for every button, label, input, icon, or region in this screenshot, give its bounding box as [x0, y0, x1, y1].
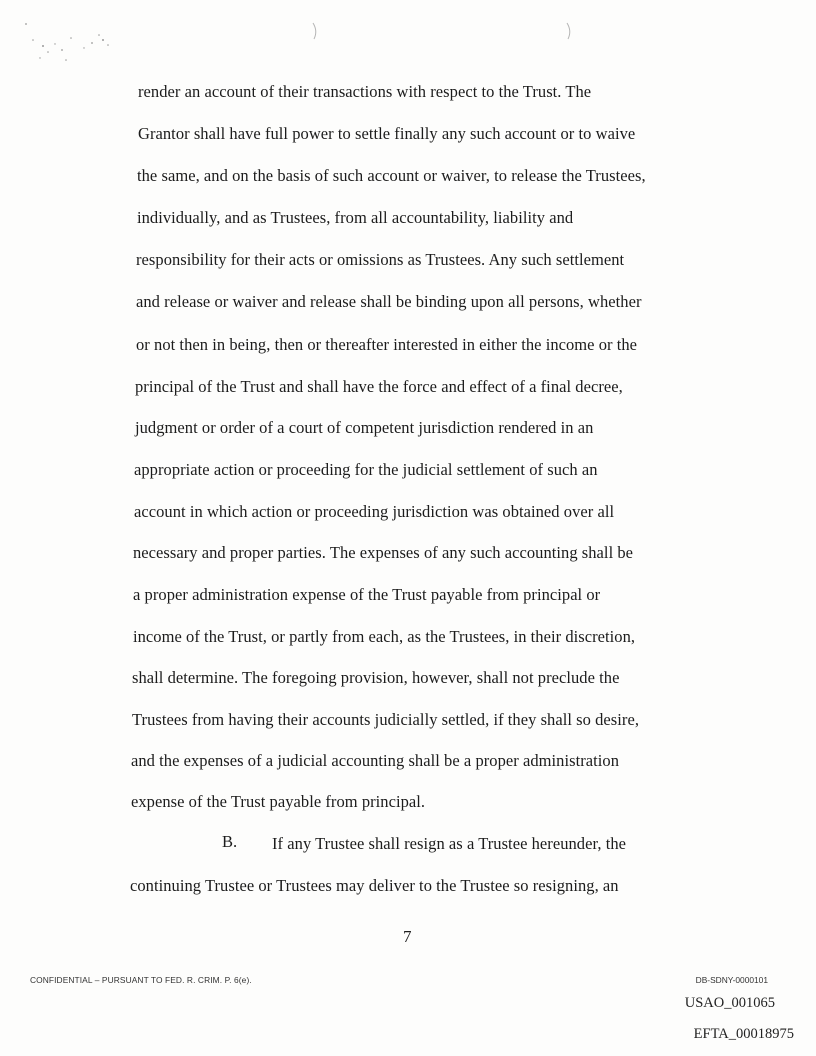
body-line-3: the same, and on the basis of such account or waiver, to release the Trustees,: [137, 166, 646, 185]
body-line-15: shall determine. The foregoing provision, however, shall not preclude the: [132, 668, 620, 687]
page-number: 7: [403, 927, 412, 946]
body-line-8: principal of the Trust and shall have the force and effect of a final decree,: [135, 377, 623, 396]
bates-number-efta: EFTA_00018975: [693, 1026, 794, 1042]
binder-mark-right: [567, 23, 570, 39]
body-line-2: Grantor shall have full power to settle finally any such account or to waive: [138, 124, 636, 143]
body-line-6: and release or waiver and release shall be binding upon all persons, whether: [136, 292, 642, 311]
confidential-notice: CONFIDENTIAL – PURSUANT TO FED. R. CRIM. P. 6(e).: [30, 975, 252, 985]
body-line-16: Trustees from having their accounts judicially settled, if they shall so desire,: [132, 710, 639, 729]
body-line-11: account in which action or proceeding jurisdiction was obtained over all: [134, 502, 615, 521]
body-line-10: appropriate action or proceeding for the judicial settlement of such an: [134, 460, 598, 479]
bates-number-db: DB-SDNY-0000101: [695, 975, 768, 985]
body-line-4: individually, and as Trustees, from all accountability, liability and: [137, 208, 574, 227]
body-line-5: responsibility for their acts or omissions as Trustees. Any such settlement: [136, 250, 625, 269]
body-line-13: a proper administration expense of the Trust payable from principal or: [133, 585, 601, 604]
paragraph-b-label: B.: [222, 832, 238, 851]
paragraph-b-line-2: continuing Trustee or Trustees may deliver to the Trustee so resigning, an: [130, 876, 619, 895]
body-line-12: necessary and proper parties. The expenses of any such accounting shall be: [133, 543, 634, 562]
body-line-18: expense of the Trust payable from principal.: [131, 792, 426, 811]
corner-speckle-marks: [25, 23, 109, 61]
body-line-9: judgment or order of a court of competent jurisdiction rendered in an: [135, 418, 594, 437]
body-line-7: or not then in being, then or thereafter interested in either the income or the: [136, 335, 638, 354]
paragraph-b-line-1: If any Trustee shall resign as a Trustee hereunder, the: [272, 834, 627, 853]
bates-number-usao: USAO_001065: [684, 995, 775, 1011]
body-line-17: and the expenses of a judicial accounting shall be a proper administration: [131, 751, 619, 770]
binder-mark-left: [313, 23, 316, 39]
body-line-14: income of the Trust, or partly from each, as the Trustees, in their discretion,: [133, 627, 636, 646]
body-line-1: render an account of their transactions with respect to the Trust. The: [138, 82, 592, 101]
